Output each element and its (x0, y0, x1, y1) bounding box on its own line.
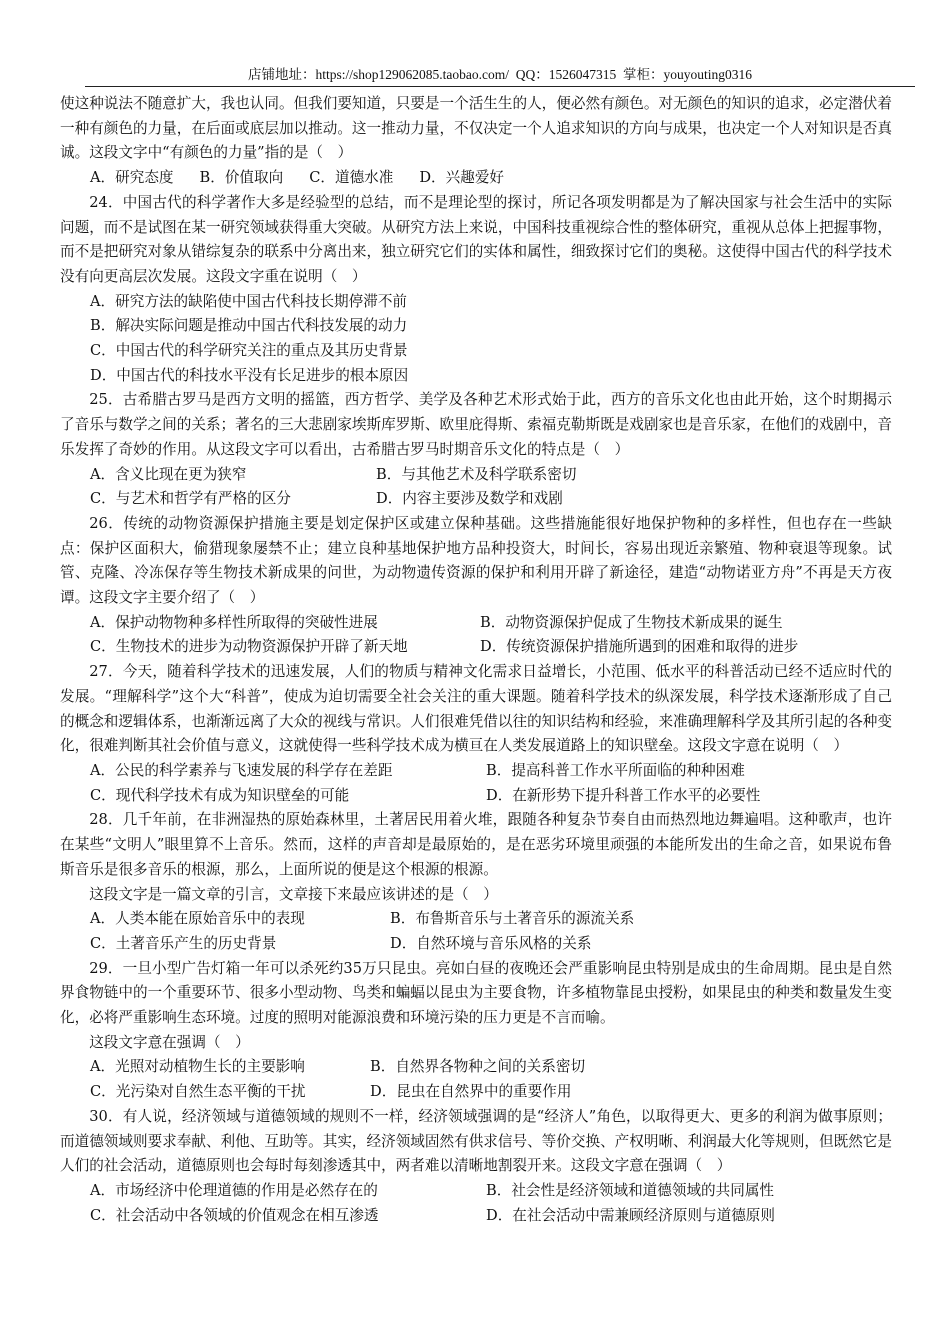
q25-options-row2 (60, 487, 892, 512)
q25-option-a: A．含义比现在更为狭窄 (90, 465, 247, 483)
q29-option-b: B．自然界各物种之间的关系密切 (370, 1058, 586, 1076)
q25-option-d: D．内容主要涉及数学和戏剧 (376, 490, 563, 508)
q29-option-a: A．光照对动植物生长的主要影响 (90, 1058, 305, 1076)
q24-option-b: B．解决实际问题是推动中国古代科技发展的动力 (90, 317, 408, 335)
q30-option-a: A．市场经济中伦理道德的作用是必然存在的 (90, 1181, 378, 1199)
q26-text: 26．传统的动物资源保护措施主要是划定保护区或建立保种基础。这些措施能很好地保护物种的多样性，但也存在一些缺点：保护区面积大，偷猎现象屡禁不止；建立良种基地保护地方品种投资大，时间长，容易出现近亲繁殖、物种衰退等现象。试管、克隆、冷冻保存等生物技术新成果的问世，为动物遗传资源的保护和利用开辟了新途径，建造“动物诺亚方舟”不再是天方夜谭。这段文字主要介绍了（ ） (60, 514, 892, 607)
q30-options-row2 (60, 1204, 892, 1229)
q30-option-c: C．社会活动中各领域的价值观念在相互渗透 (90, 1206, 379, 1224)
q28-option-c: C．土著音乐产生的历史背景 (90, 934, 277, 952)
q29-text: 29．一旦小型广告灯箱一年可以杀死约35万只昆虫。亮如白昼的夜晚还会严重影响昆虫特别是成虫的生命周期。昆虫是自然界食物链中的一个重要环节、很多小型动物、鸟类和蝙蝠以昆虫为主要食物，许多植物靠昆虫授粉，如果昆虫的种类和数量发生变化，必将严重影响生态环境。过度的照明对能源浪费和环境污染的压力更是不言而喻。 (60, 959, 892, 1027)
q23-option-d: D．兴趣爱好 (419, 169, 505, 187)
shop-label: 店铺地址： (247, 67, 316, 82)
page-header (85, 66, 915, 87)
q28-option-b: B．布鲁斯音乐与土著音乐的源流关系 (390, 910, 635, 928)
q26-option-b: B．动物资源保护促成了生物技术新成果的诞生 (480, 613, 783, 631)
q27-option-c: C．现代科学技术有成为知识壁垒的可能 (90, 786, 350, 804)
q26-option-a: A．保护动物物种多样性所取得的突破性进展 (90, 613, 378, 631)
q27-option-d: D．在新形势下提升科普工作水平的必要性 (486, 786, 761, 804)
q29-option-c: C．光污染对自然生态平衡的干扰 (90, 1083, 306, 1101)
q27-options-row2 (60, 784, 892, 809)
q28-options-row1 (60, 907, 892, 932)
q27-options-row1 (60, 759, 892, 784)
q25-option-c: C．与艺术和哲学有严格的区分 (90, 490, 291, 508)
q30-option-d: D．在社会活动中需兼顾经济原则与道德原则 (486, 1206, 775, 1224)
q29-options-row1 (60, 1055, 892, 1080)
q26-options-row1 (60, 611, 892, 636)
q26-option-c: C．生物技术的进步为动物资源保护开辟了新天地 (90, 638, 408, 656)
q23-option-b: B．价值取向 (199, 169, 284, 187)
q24-option-c: C．中国古代的科学研究关注的重点及其历史背景 (90, 342, 408, 360)
q25-options-row1 (60, 463, 892, 488)
q25-option-b: B．与其他艺术及科学联系密切 (376, 465, 577, 483)
q25-text: 25．古希腊古罗马是西方文明的摇篮，西方哲学、美学及各种艺术形式始于此，西方的音乐文化也由此开始，这个时期揭示了音乐与数学之间的关系；著名的三大悲剧家埃斯库罗斯、欧里庇得斯、索福克勒斯既是戏剧家也是音乐家，在他们的戏剧中，音乐发挥了奇妙的作用。从这段文字可以看出，古希腊古罗马时期音乐文化的特点是（ ） (60, 391, 892, 458)
q30-option-b: B．社会性是经济领域和道德领域的共同属性 (486, 1181, 775, 1199)
q26-option-d: D．传统资源保护措施所遇到的困难和取得的进步 (480, 638, 799, 656)
q24-option-d: D．中国古代的科技水平没有长足进步的根本原因 (90, 366, 409, 384)
q23-option-c: C．道德水准 (309, 169, 394, 187)
q26-options-row2 (60, 635, 892, 660)
owner-label: 掌柜： (622, 67, 664, 82)
qq-label: QQ： (515, 67, 549, 82)
q30-text: 30．有人说，经济领域与道德领域的规则不一样，经济领域强调的是“经济人”角色，以取得更大、更多的利润为做事原则；而道德领域则要求奉献、利他、互助等。其实，经济领域固然有供求信号、等价交换、产权明晰、利润最大化等规则，但既然它是人们的社会活动，道德原则也会每时每刻渗透其中，两者难以清晰地割裂开来。这段文字意在强调（ ） (60, 1107, 892, 1175)
q27-option-b: B．提高科普工作水平所面临的种种困难 (486, 761, 745, 779)
owner-value: youyouting0316 (663, 67, 752, 82)
q24-option-a: A．研究方法的缺陷使中国古代科技长期停滞不前 (90, 292, 408, 310)
q29-option-d: D．昆虫在自然界中的重要作用 (370, 1083, 572, 1101)
q28-stem: 这段文字是一篇文章的引言，文章接下来最应该讲述的是（ ） (89, 885, 498, 903)
q29-options-row2 (60, 1080, 892, 1105)
q24-text: 24．中国古代的科学著作大多是经验型的总结，而不是理论型的探讨，所记各项发明都是为了解决国家与社会生活中的实际问题，而不是试图在某一研究领域获得重大突破。从研究方法上来说，中国科技重视综合性的整体研究，重视从总体上把握事物，而不是把研究对象从错综复杂的联系中分离出来，独立研究它们的实体和属性，细致探讨它们的奥秘。这使得中国古代的科学技术没有向更高层次发展。这段文字重在说明（ ） (60, 193, 892, 285)
q23-text: 使这种说法不随意扩大，我也认同。但我们要知道，只要是一个活生生的人，便必然有颜色。对无颜色的知识的追求，必定潜伏着一种有颜色的力量，在后面或底层加以推动。这一推动力量，不仅决定一个人追求知识的方向与成果，也决定一个人对知识是否真诚。这段文字中“有颜色的力量”指的是（ ） (60, 95, 892, 162)
qq-value: 1526047315 (548, 67, 617, 82)
q28-text: 28．几千年前，在非洲湿热的原始森林里，土著居民用着火堆，跟随各种复杂节奏自由而热烈地边舞遍唱。这种歌声，也许在某些“文明人”眼里算不上音乐。然而，这样的声音却是最原始的，是在恶劣环境里顽强的本能所发出的生命之音，如果说布鲁斯音乐是很多音乐的根源，那么，上面所说的便是这个根源的根源。 (60, 811, 892, 878)
q28-options-row2 (60, 932, 892, 957)
document-body (60, 92, 892, 1228)
q28-option-d: D．自然环境与音乐风格的关系 (390, 934, 592, 952)
q30-options-row1 (60, 1179, 892, 1204)
q27-text: 27．今天，随着科学技术的迅速发展，人们的物质与精神文化需求日益增长，小范围、低水平的科普活动已经不适应时代的发展。“理解科学”这个大“科普”，使成为迫切需要全社会关注的重大课题。随着科学技术的纵深发展，科学技术逐渐形成了自己的概念和逻辑体系，也渐渐远离了大众的视线与常识。人们很难凭借以往的知识结构和经验，来准确理解科学及其所引起的各种变化，很难判断其社会价值与意义，这就使得一些科学技术成为横亘在人类发展道路上的知识壁垒。这段文字意在说明（ ） (60, 663, 892, 755)
q28-option-a: A．人类本能在原始音乐中的表现 (90, 910, 305, 928)
shop-url[interactable]: https://shop129062085.taobao.com/ (315, 67, 509, 82)
q27-option-a: A．公民的科学素养与飞速发展的科学存在差距 (90, 761, 393, 779)
q23-options (60, 166, 892, 191)
q29-stem: 这段文字意在强调（ ） (89, 1033, 250, 1051)
q23-option-a: A．研究态度 (90, 169, 174, 187)
